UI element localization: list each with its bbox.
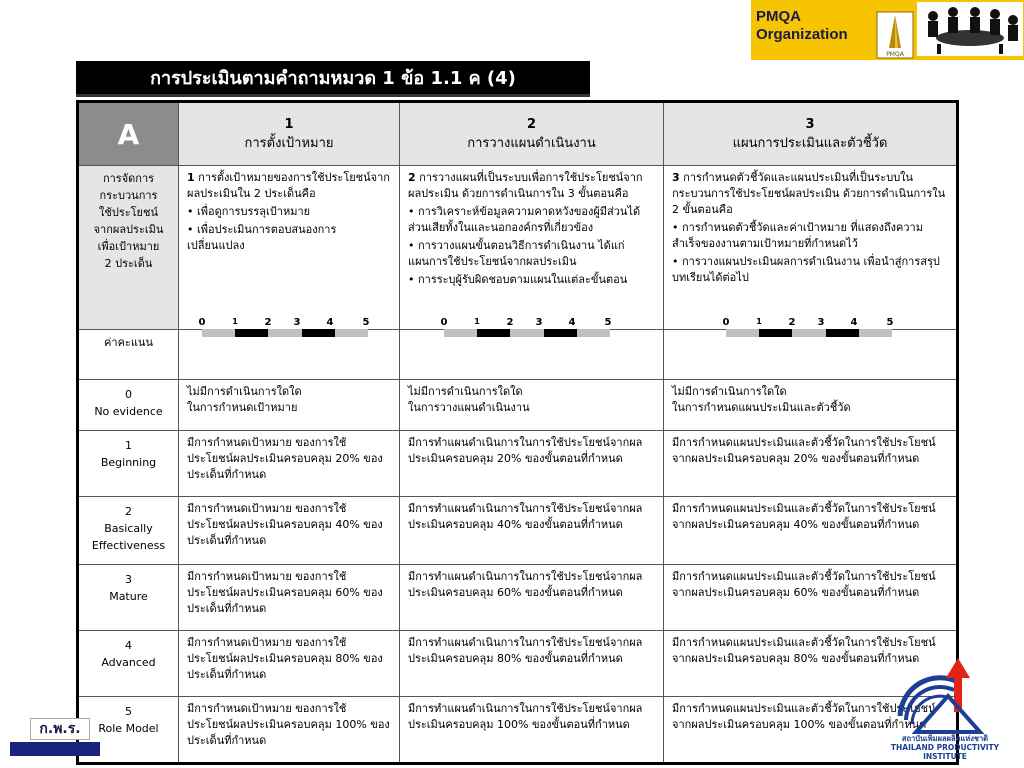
scale-segment [510, 329, 543, 337]
score-scale-3 [722, 317, 894, 338]
scale-tick: 5 [886, 317, 894, 328]
level-number: 0 [125, 388, 132, 401]
scale-tick: 5 [604, 317, 612, 328]
level-name: Advanced [101, 656, 156, 669]
level-cell: มีการทำแผนดำเนินการในการใช้ประโยชน์จากผลประเมินครอบคลุม 60% ของขั้นตอนที่กำหนด [400, 565, 664, 631]
column-number: 2 [526, 117, 537, 132]
scale-segment [759, 329, 792, 337]
concept-text: การกำหนดตัวชี้วัดและแผนประเมินที่เป็นระบบในกระบวนการใช้ประโยชน์ผลประเมิน ด้วยการดำเนินการใน 2 ขั้นตอนคือ [672, 171, 946, 216]
concept-cell-2 [400, 166, 664, 330]
scale-segment [477, 329, 510, 337]
concept-bullets [672, 220, 948, 286]
score-label: ค่าคะแนน [78, 330, 179, 380]
level-cell: มีการกำหนดแผนประเมินและตัวชี้วัดในการใช้ประโยชน์จากผลประเมินครอบคลุม 80% ของขั้นตอนที่กำหนด [664, 631, 958, 697]
level-name: No evidence [94, 405, 163, 418]
score-scale-1 [198, 317, 370, 338]
scale-tick: 3 [293, 317, 301, 328]
score-scale-2 [440, 317, 612, 338]
scale-tick: 2 [506, 317, 514, 328]
scale-tick: 0 [722, 317, 730, 328]
scale-bar [202, 329, 368, 337]
meeting-people-icon [917, 2, 1023, 56]
scale-tick: 2 [264, 317, 272, 328]
scale-segment [726, 329, 759, 337]
scale-tick: 0 [198, 317, 206, 328]
column-number: 1 [284, 117, 294, 132]
scale-segment [859, 329, 892, 337]
scale-tick: 1 [474, 317, 480, 326]
level-row-2 [78, 497, 958, 565]
level-cell: มีการกำหนดแผนประเมินและตัวชี้วัดในการใช้ประโยชน์จากผลประเมินครอบคลุม 20% ของขั้นตอนที่กำหนด [664, 431, 958, 497]
level-text: ในการกำหนดแผนประเมินและตัวชี้วัด [672, 401, 851, 414]
level-row-5 [78, 697, 958, 764]
column-label: การตั้งเป้าหมาย [244, 136, 334, 151]
column-label: แผนการประเมินและตัวชี้วัด [732, 136, 888, 151]
scale-bar [444, 329, 610, 337]
concept-cell-1 [179, 166, 400, 330]
page-title: การประเมินตามคำถามหมวด 1 ข้อ 1.1 ค (4) [76, 61, 590, 97]
concept-label-line: ใช้ประโยชน์ [99, 206, 158, 219]
tpi-name-th: สถาบันเพิ่มผลผลิตแห่งชาติ [901, 734, 989, 743]
scale-ticks [440, 317, 612, 328]
scale-tick: 5 [362, 317, 370, 328]
level-number: 2 [125, 505, 132, 518]
opdc-logo-text: ก.พ.ร. [30, 718, 90, 740]
brand-text [756, 8, 848, 44]
level-label [78, 431, 179, 497]
concept-intro [408, 170, 655, 202]
concept-bullet: • การวางแผนประเมินผลการดำเนินงาน เพื่อนำสู่การสรุปบทเรียนได้ต่อไป [672, 254, 948, 286]
concept-label-cell [78, 166, 179, 330]
scale-tick: 4 [850, 317, 858, 328]
concept-text: การวางแผนที่เป็นระบบเพื่อการใช้ประโยชน์จากผลประเมิน ด้วยการดำเนินการใน 3 ขั้นตอนคือ [408, 171, 643, 200]
level-cell: มีการกำหนดเป้าหมาย ของการใช้ประโยชน์ผลประเมินครอบคลุม 20% ของประเด็นที่กำหนด [179, 431, 400, 497]
scale-segment [335, 329, 368, 337]
level-row-3 [78, 565, 958, 631]
concept-label-line: กระบวนการ [99, 189, 158, 202]
level-cell: มีการทำแผนดำเนินการในการใช้ประโยชน์จากผลประเมินครอบคลุม 100% ของขั้นตอนที่กำหนด [400, 697, 664, 764]
scale-ticks [722, 317, 894, 328]
level-cell: มีการกำหนดเป้าหมาย ของการใช้ประโยชน์ผลประเมินครอบคลุม 100% ของประเด็นที่กำหนด [179, 697, 400, 764]
column-number: 3 [805, 117, 815, 132]
scale-segment [302, 329, 335, 337]
level-number: 5 [125, 705, 132, 718]
level-name: Basically Effectiveness [91, 522, 166, 552]
brand-banner [751, 0, 1024, 60]
scale-segment [235, 329, 268, 337]
concept-intro [672, 170, 948, 218]
concept-bullet: • เพื่อดูการบรรลุเป้าหมาย [187, 204, 391, 220]
pmqa-logo-caption: PMQA [886, 51, 904, 58]
scale-tick: 2 [788, 317, 796, 328]
level-cell: มีการกำหนดเป้าหมาย ของการใช้ประโยชน์ผลประเมินครอบคลุม 40% ของประเด็นที่กำหนด [179, 497, 400, 565]
scale-tick: 3 [535, 317, 543, 328]
scale-tick: 4 [568, 317, 576, 328]
level-label [78, 565, 179, 631]
concept-bullet: • การระบุผู้รับผิดชอบตามแผนในแต่ละขั้นตอน [408, 272, 655, 288]
scale-bar [726, 329, 892, 337]
scale-segment [826, 329, 859, 337]
column-label: การวางแผนดำเนินงาน [467, 136, 596, 151]
level-row-4 [78, 631, 958, 697]
concept-number: 3 [672, 171, 680, 184]
level-cell: มีการกำหนดแผนประเมินและตัวชี้วัดในการใช้ประโยชน์จากผลประเมินครอบคลุม 100% ของขั้นตอนที่กำหนด [664, 697, 958, 764]
level-row-1 [78, 431, 958, 497]
concept-intro [187, 170, 391, 202]
concept-bullet: • การวางแผนขั้นตอนวิธีการดำเนินงาน ได้แก่ แผนการใช้ประโยชน์จากผลประเมิน [408, 238, 655, 270]
concept-label-line: เพื่อเป้าหมาย [97, 240, 160, 253]
tpi-name-en: THAILAND PRODUCTIVITY INSTITUTE [890, 743, 1000, 761]
concept-bullet: • การวิเคราะห์ข้อมูลความคาดหวังของผู้มีส่วนได้ส่วนเสียทั้งในและนอกองค์กรที่เกี่ยวข้อง [408, 204, 655, 236]
scale-tick: 1 [756, 317, 762, 326]
level-text: ไม่มีการดำเนินการใดใด [408, 385, 523, 398]
level-text: ในการกำหนดเป้าหมาย [187, 401, 298, 414]
concept-cell-3 [664, 166, 958, 330]
concept-label-line: การจัดการ [102, 172, 155, 185]
opdc-logo [10, 718, 100, 758]
pmqa-logo-icon [875, 10, 915, 60]
table-header-row [78, 102, 958, 166]
corner-cell: A [78, 102, 179, 166]
concept-label-line: จากผลประเมิน [93, 223, 164, 236]
level-text: ไม่มีการดำเนินการใดใด [672, 385, 787, 398]
scale-segment [444, 329, 477, 337]
scale-tick: 3 [817, 317, 825, 328]
brand-line-2: Organization [756, 26, 848, 43]
tpi-logo-text [890, 734, 1000, 761]
concept-text: การตั้งเป้าหมายของการใช้ประโยชน์จากผลประเมินใน 2 ประเด็นคือ [187, 171, 390, 200]
scale-tick: 1 [232, 317, 238, 326]
level-cell [400, 380, 664, 431]
level-number: 3 [125, 573, 132, 586]
concept-number: 1 [187, 171, 195, 184]
scale-segment [544, 329, 577, 337]
concept-label-line: 2 ประเด็น [104, 257, 153, 270]
level-cell: มีการกำหนดเป้าหมาย ของการใช้ประโยชน์ผลประเมินครอบคลุม 60% ของประเด็นที่กำหนด [179, 565, 400, 631]
level-label [78, 380, 179, 431]
column-header-2 [400, 102, 664, 166]
level-number: 4 [125, 639, 132, 652]
level-cell: มีการกำหนดแผนประเมินและตัวชี้วัดในการใช้ประโยชน์จากผลประเมินครอบคลุม 40% ของขั้นตอนที่กำหนด [664, 497, 958, 565]
scale-tick: 4 [326, 317, 334, 328]
scale-tick: 0 [440, 317, 448, 328]
concept-number: 2 [408, 171, 416, 184]
scale-segment [792, 329, 825, 337]
level-name: Beginning [100, 456, 157, 469]
level-label [78, 631, 179, 697]
column-header-1 [179, 102, 400, 166]
level-cell: มีการทำแผนดำเนินการในการใช้ประโยชน์จากผลประเมินครอบคลุม 40% ของขั้นตอนที่กำหนด [400, 497, 664, 565]
scale-ticks [198, 317, 370, 328]
concept-bullet: • การกำหนดตัวชี้วัดและค่าเป้าหมาย ที่แสดงถึงความสำเร็จของงานตามเป้าหมายที่กำหนดไว้ [672, 220, 948, 252]
column-header-3 [664, 102, 958, 166]
level-text: ไม่มีการดำเนินการใดใด [187, 385, 302, 398]
concept-bullets [187, 204, 391, 254]
level-cell: มีการกำหนดแผนประเมินและตัวชี้วัดในการใช้ประโยชน์จากผลประเมินครอบคลุม 60% ของขั้นตอนที่กำหนด [664, 565, 958, 631]
level-cell: มีการทำแผนดำเนินการในการใช้ประโยชน์จากผลประเมินครอบคลุม 80% ของขั้นตอนที่กำหนด [400, 631, 664, 697]
scale-segment [202, 329, 235, 337]
level-label [78, 497, 179, 565]
level-row-0 [78, 380, 958, 431]
rubric-table [76, 100, 959, 765]
concept-row [78, 166, 958, 330]
level-cell: มีการกำหนดเป้าหมาย ของการใช้ประโยชน์ผลประเมินครอบคลุม 80% ของประเด็นที่กำหนด [179, 631, 400, 697]
level-number: 1 [125, 439, 132, 452]
level-cell [179, 380, 400, 431]
opdc-logo-band [10, 742, 100, 756]
level-cell [664, 380, 958, 431]
level-text: ในการวางแผนดำเนินงาน [408, 401, 530, 414]
level-cell: มีการทำแผนดำเนินการในการใช้ประโยชน์จากผลประเมินครอบคลุม 20% ของขั้นตอนที่กำหนด [400, 431, 664, 497]
brand-line-1: PMQA [756, 8, 801, 25]
concept-bullets [408, 204, 655, 288]
level-name: Role Model [98, 722, 159, 735]
scale-segment [577, 329, 610, 337]
concept-bullet: • เพื่อประเมินการตอบสนองการเปลี่ยนแปลง [187, 222, 391, 254]
scale-segment [268, 329, 301, 337]
level-name: Mature [109, 590, 148, 603]
